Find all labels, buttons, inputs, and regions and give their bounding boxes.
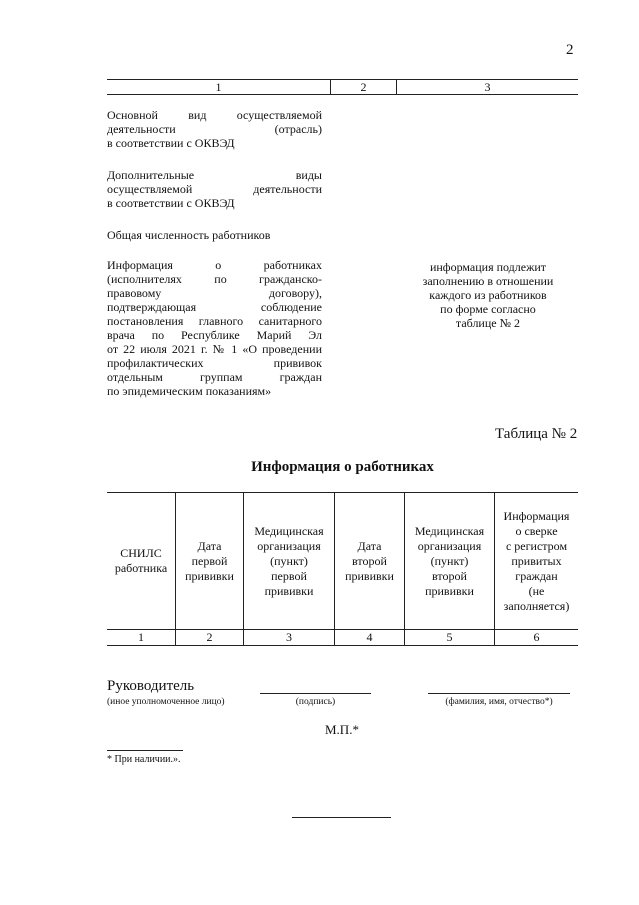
header-line: с регистром [505, 538, 568, 553]
header-line: первой [191, 553, 228, 568]
header-line: организация [257, 538, 321, 553]
text-line: таблице № 2 [455, 316, 521, 330]
header-line: организация [417, 538, 482, 553]
name-caption: (фамилия, имя, отчество*) [445, 697, 553, 707]
text-line: заполнению в отношении [422, 274, 554, 288]
row-employee-info-col3 [398, 260, 578, 330]
text-line: деятельности (отрасль) [107, 122, 322, 136]
header-second-vaccination-org [405, 493, 494, 629]
col-number-4: 4 [366, 630, 373, 644]
header-snils [107, 493, 175, 629]
header-line: второй [432, 568, 467, 583]
text-line: постановления главного санитарного [107, 314, 322, 328]
row-additional-activity [107, 168, 322, 210]
header-line: (пункт) [270, 553, 308, 568]
text-line: Информация о работниках [107, 258, 322, 272]
header-first-vaccination-date [176, 493, 243, 629]
table2-title: Информация о работниках [251, 459, 434, 475]
text-line: врача по Республике Марий Эл [107, 328, 322, 342]
header-line: прививки [345, 568, 394, 583]
text-line: (исполнителях по гражданско- [107, 272, 322, 286]
text-line: в соответствии с ОКВЭД [107, 196, 235, 210]
header-line: Информация [503, 508, 570, 523]
table2-label: Таблица № 2 [495, 426, 578, 442]
top-col-1-number: 1 [215, 80, 222, 94]
header-registry-check [495, 493, 578, 629]
col-number-6: 6 [533, 630, 540, 644]
signature-title: Руководитель [107, 678, 195, 694]
row-employee-info [107, 258, 322, 398]
top-col-2-number: 2 [360, 80, 367, 94]
text-line: правовому договору), [107, 286, 322, 300]
header-line: Дата [357, 538, 382, 553]
text-line: информация подлежит [429, 260, 547, 274]
header-line: прививки [185, 568, 234, 583]
row-main-activity [107, 108, 322, 150]
table-bottom-border [107, 645, 578, 646]
text-line: по форме согласно [440, 302, 536, 316]
row-total-employees [107, 228, 322, 242]
header-line: Медицинская [414, 523, 485, 538]
stamp-mark: М.П.* [325, 722, 359, 737]
col-number-2: 2 [206, 630, 213, 644]
footnote-separator [107, 750, 183, 751]
text-line: подтверждающая соблюдение [107, 300, 322, 314]
signature-line [260, 693, 371, 694]
header-second-vaccination-date [335, 493, 404, 629]
header-line: работника [114, 561, 168, 575]
footnote: * При наличии.». [107, 754, 181, 765]
text-line: каждого из работников [429, 288, 547, 302]
text-line: Общая численность работников [107, 228, 271, 242]
header-line: заполняется) [503, 598, 570, 613]
header-line: Медицинская [254, 523, 324, 538]
signature-subtitle: (иное уполномоченное лицо) [107, 697, 225, 707]
text-line: отдельным группам граждан [107, 370, 322, 384]
header-line: привитых [511, 553, 562, 568]
header-line: о сверке [515, 523, 558, 538]
name-line [428, 693, 570, 694]
text-line: от 22 июля 2021 г. № 1 «О проведении [107, 342, 322, 356]
header-first-vaccination-org [244, 493, 334, 629]
col-number-3: 3 [286, 630, 292, 644]
document-end-line [292, 817, 391, 818]
header-line: прививки [264, 583, 314, 598]
signature-caption: (подпись) [295, 697, 336, 707]
text-line: Основной вид осуществляемой [107, 108, 322, 122]
header-line: второй [352, 553, 387, 568]
top-col-3-number: 3 [484, 80, 491, 94]
header-line: граждан [515, 568, 558, 583]
header-line: (пункт) [430, 553, 469, 568]
header-line: (не [528, 583, 545, 598]
header-line: первой [271, 568, 307, 583]
header-line: СНИЛС [120, 546, 162, 560]
col-number-1: 1 [138, 630, 144, 644]
text-line: осуществляемой деятельности [107, 182, 322, 196]
text-line: профилактических прививок [107, 356, 322, 370]
employees-table [107, 492, 578, 646]
text-line: Дополнительные виды [107, 168, 322, 182]
page-number: 2 [566, 42, 574, 58]
text-line: в соответствии с ОКВЭД [107, 136, 235, 150]
header-line: Дата [197, 538, 222, 553]
col-number-5: 5 [446, 630, 453, 644]
text-line: по эпидемическим показаниям» [107, 384, 272, 398]
header-line: прививки [425, 583, 474, 598]
top-table-header [107, 79, 578, 95]
